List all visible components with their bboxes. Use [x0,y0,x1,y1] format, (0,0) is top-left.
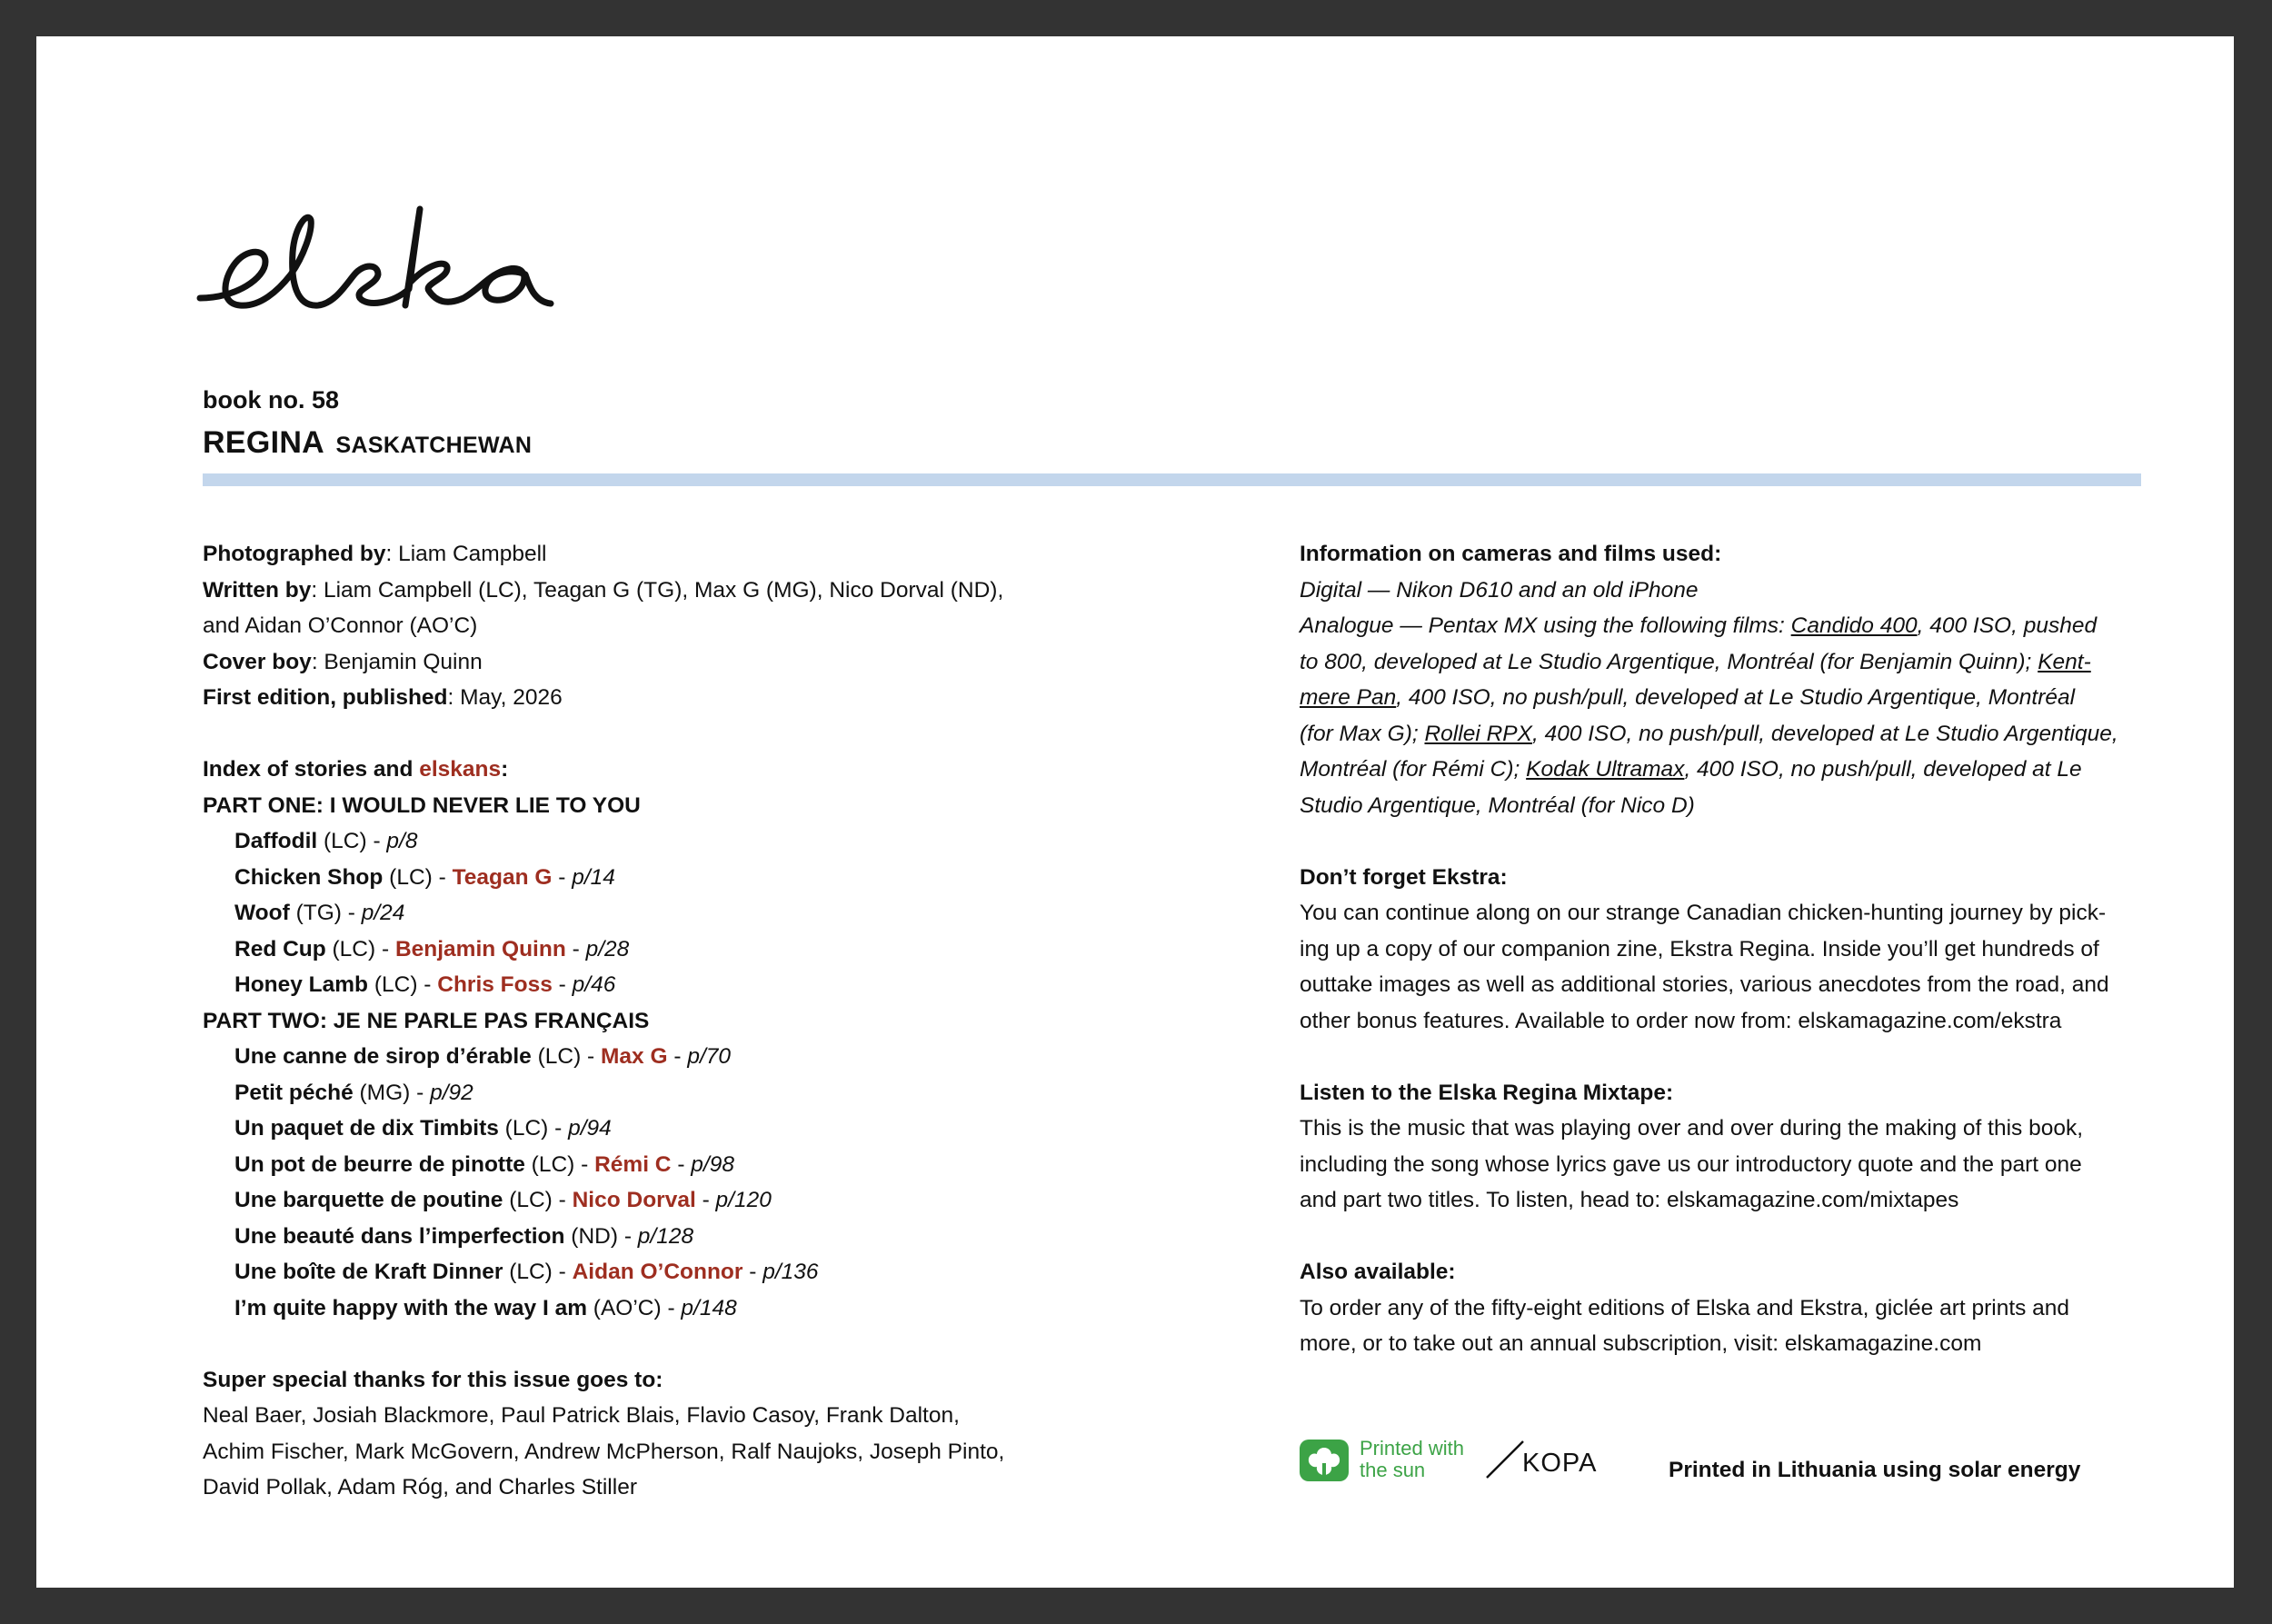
story-item [203,1039,1130,1075]
written-by: Written by: Liam Campbell (LC), Teagan G (TG), Max G (MG), Nico Dorval (ND), [203,577,1004,603]
story-author: (LC) - [317,829,387,853]
right-column [1300,536,2172,1362]
story-page: p/24 [361,901,405,925]
story-item [203,895,1130,932]
header-rule [203,473,2141,486]
story-author: (LC) - [503,1188,573,1212]
story-page: p/136 [762,1260,819,1284]
written-by-cont: and Aidan O’Connor (AO’C) [203,613,478,638]
story-title: Une barquette de poutine [234,1188,503,1212]
story-title: Un pot de beurre de pinotte [234,1151,525,1177]
story-elskan: Rémi C [594,1151,672,1177]
story-page: p/92 [430,1080,473,1105]
cameras-line: Montréal (for Rémi C); Kodak Ultramax, 400 ISO, no push/pull, developed at Le [1300,757,2082,782]
story-author: (LC) - [503,1260,573,1284]
cameras-heading: Information on cameras and films used: [1300,542,1722,566]
ekstra-line: You can continue along on our strange Canadian chicken-hunting journey by pick- [1300,901,2107,925]
story-page: p/14 [572,864,615,890]
cameras-digital: Digital — Nikon D610 and an old iPhone [1300,577,1699,603]
story-item [203,823,1130,860]
film-kodak[interactable]: Kodak Ultramax [1526,757,1685,782]
part-two-heading: PART TWO: JE NE PARLE PAS FRANÇAIS [203,1008,650,1033]
film-candido[interactable]: Candido 400 [1790,613,1918,638]
mixtape-line: This is the music that was playing over and over during the making of this book, [1300,1116,2084,1141]
story-title: Woof [234,901,290,925]
story-item [203,860,1130,896]
region-name: SASKATCHEWAN [335,433,533,458]
cameras-line: mere Pan, 400 ISO, no push/pull, developed at Le Studio Argentique, Montréal [1300,685,2076,710]
story-title: Un paquet de dix Timbits [234,1116,499,1141]
story-item [203,1290,1130,1327]
story-author: (LC) - [368,972,438,997]
story-item [203,967,1130,1003]
cover-boy: Cover boy: Benjamin Quinn [203,649,483,674]
ekstra-heading: Don’t forget Ekstra: [1300,864,1508,890]
story-separator: - [667,1044,688,1069]
mixtape-heading: Listen to the Elska Regina Mixtape: [1300,1080,1674,1105]
story-item [203,932,1130,968]
story-elskan: Benjamin Quinn [394,936,566,961]
film-kentmere[interactable]: Kent- [2038,649,2091,674]
first-edition: First edition, published: May, 2026 [203,685,563,710]
story-separator: - [695,1188,716,1212]
story-page: p/8 [386,829,418,853]
story-elskan: Chris Foss [437,972,553,997]
thanks-line: Achim Fischer, Mark McGovern, Andrew McPherson, Ralf Naujoks, Joseph Pinto, [203,1439,1005,1464]
cameras-line: (for Max G); Rollei RPX, 400 ISO, no push/pull, developed at Le Studio Argentique, [1300,721,2118,746]
ekstra-line: outtake images as well as additional stories, various anecdotes from the road, and [1300,972,2109,997]
printed-with-sun-icon [1300,1440,1349,1481]
story-author: (LC) - [383,864,453,890]
story-page: p/70 [687,1044,731,1069]
story-title: Une boîte de Kraft Dinner [234,1260,503,1284]
story-elskan: Teagan G [452,864,553,890]
story-item [203,1147,1130,1183]
part-two-list [203,1039,1130,1326]
ekstra-line: other bonus features. Available to order now from: elskamagazine.com/ekstra [1300,1008,2062,1033]
mixtape-line: and part two titles. To listen, head to: elskamagazine.com/mixtapes [1300,1188,1959,1212]
story-title: Daffodil [234,829,318,853]
thanks-heading: Super special thanks for this issue goes to: [203,1367,663,1392]
footer [1300,1436,2172,1490]
story-page: p/120 [715,1188,772,1212]
story-title: Une canne de sirop d’érable [234,1044,532,1069]
story-title: I’m quite happy with the way I am [234,1295,587,1320]
story-title: Chicken Shop [234,864,384,890]
story-separator: - [671,1151,692,1177]
printed-in-lithuania: Printed in Lithuania using solar energy [1669,1458,2081,1482]
story-page: p/28 [585,936,630,961]
film-rollei[interactable]: Rollei RPX [1424,721,1532,746]
story-item [203,1254,1130,1290]
story-page: p/148 [681,1295,737,1320]
story-separator: - [552,864,573,890]
book-title [203,425,532,461]
story-item [203,1111,1130,1147]
story-title: Honey Lamb [234,972,369,997]
page [36,36,2234,1588]
story-item [203,1075,1130,1111]
book-number: book no. 58 [203,386,340,413]
story-elskan: Aidan O’Connor [572,1260,743,1284]
thanks-line: David Pollak, Adam Róg, and Charles Stiller [203,1475,637,1499]
film-kentmere-cont[interactable]: mere Pan [1300,685,1397,710]
elska-logo [191,191,600,327]
story-author: (MG) - [353,1080,431,1105]
story-author: (LC) - [531,1044,601,1069]
story-page: p/94 [568,1116,612,1141]
story-separator: - [565,936,586,961]
left-column [203,536,1130,1506]
available-line: more, or to take out an annual subscription, visit: elskamagazine.com [1300,1331,1982,1356]
ekstra-line: ing up a copy of our companion zine, Ekstra Regina. Inside you’ll get hundreds of [1300,936,2099,961]
photographed-by: Photographed by: Liam Campbell [203,542,547,566]
story-item [203,1182,1130,1219]
kopa-logo: KOPA [1522,1449,1598,1478]
available-heading: Also available: [1300,1260,1456,1284]
story-author: (LC) - [325,936,395,961]
cameras-line: Studio Argentique, Montréal (for Nico D) [1300,792,1695,818]
story-author: (LC) - [498,1116,569,1141]
mixtape-line: including the song whose lyrics gave us our introductory quote and the part one [1300,1151,2082,1177]
story-title: Red Cup [234,936,326,961]
story-item [203,1219,1130,1255]
index-heading: Index of stories and elskans: [203,757,509,782]
story-page: p/128 [637,1223,694,1249]
story-separator: - [552,972,573,997]
story-elskan: Max G [601,1044,668,1069]
story-author: (LC) - [524,1151,595,1177]
cameras-line: Analogue — Pentax MX using the following films: Candido 400, 400 ISO, pushed [1300,613,2098,638]
story-title: Une beauté dans l’imperfection [234,1223,565,1249]
available-line: To order any of the fifty-eight editions of Elska and Ekstra, giclée art prints and [1300,1295,2070,1320]
story-author: (ND) - [564,1223,638,1249]
printed-with-sun-text: Printed with the sun [1360,1437,1464,1481]
story-page: p/46 [572,972,616,997]
story-author: (AO’C) - [586,1295,682,1320]
part-one-heading: PART ONE: I WOULD NEVER LIE TO YOU [203,792,641,818]
part-one-list [203,823,1130,1003]
cameras-line: to 800, developed at Le Studio Argentique, Montréal (for Benjamin Quinn); Kent- [1300,649,2091,674]
city-name: REGINA [203,425,324,460]
story-title: Petit péché [234,1080,354,1105]
story-author: (TG) - [289,901,362,925]
story-elskan: Nico Dorval [572,1188,696,1212]
story-separator: - [742,1260,763,1284]
thanks-line: Neal Baer, Josiah Blackmore, Paul Patrick Blais, Flavio Casoy, Frank Dalton, [203,1403,960,1428]
story-page: p/98 [691,1151,734,1177]
